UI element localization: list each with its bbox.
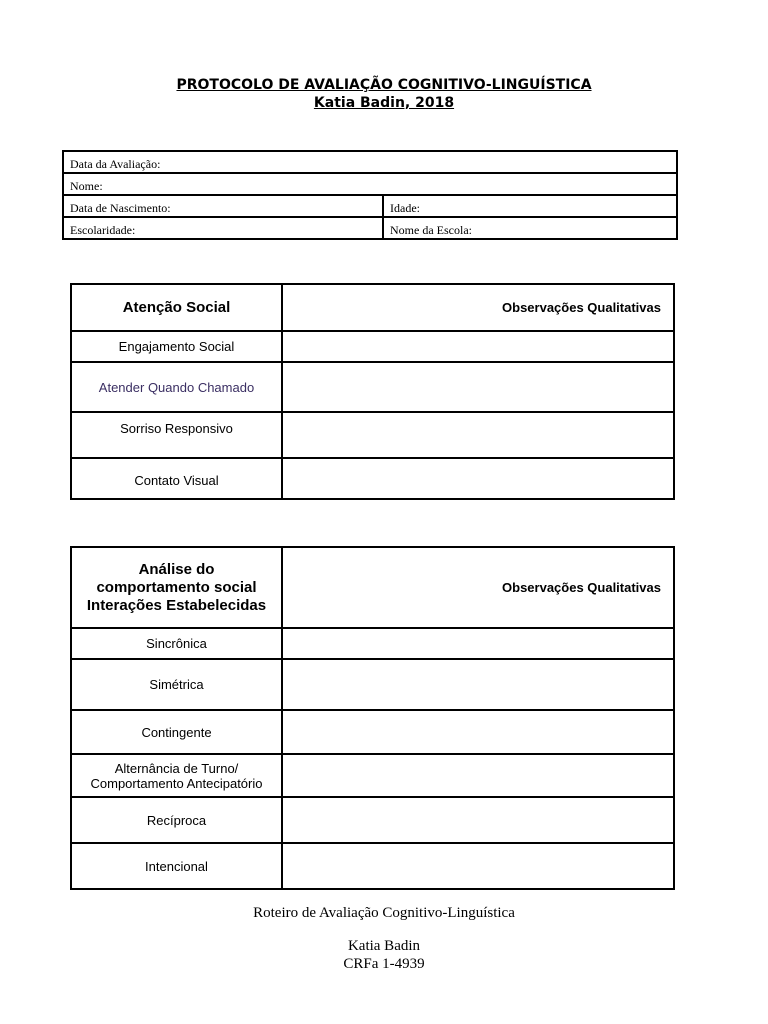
field-data-nascimento[interactable]: Data de Nascimento:: [63, 195, 383, 217]
row-label-atender-chamado: Atender Quando Chamado: [71, 362, 282, 412]
field-escolaridade[interactable]: Escolaridade:: [63, 217, 383, 239]
atencao-social-header: Atenção Social: [71, 284, 282, 331]
row-label-sorriso: Sorriso Responsivo: [71, 412, 282, 458]
analise-header-line: comportamento social: [96, 578, 257, 596]
row-label-reciproca: Recíproca: [71, 797, 282, 843]
analise-header: [71, 547, 282, 628]
document-subtitle: Katia Badin, 2018: [313, 95, 455, 111]
row-label-line: Comportamento Antecipatório: [90, 775, 263, 791]
field-nome[interactable]: Nome:: [63, 173, 677, 195]
observacoes-header: Observações Qualitativas: [282, 547, 674, 628]
observation-cell[interactable]: [282, 331, 674, 362]
row-label-contingente: Contingente: [71, 710, 282, 754]
footer-document-name: Roteiro de Avaliação Cognitivo-Linguística: [253, 905, 515, 921]
atencao-social-table: [70, 283, 675, 500]
observation-cell[interactable]: [282, 843, 674, 889]
observation-cell[interactable]: [282, 412, 674, 458]
observation-cell[interactable]: [282, 659, 674, 710]
field-data-avaliacao[interactable]: Data da Avaliação:: [63, 151, 677, 173]
row-label-line: Alternância de Turno/: [114, 760, 239, 776]
footer-registry: CRFa 1-4939: [343, 956, 425, 972]
observation-cell[interactable]: [282, 458, 674, 499]
identification-form: [62, 150, 678, 240]
analise-comportamento-table: [70, 546, 675, 890]
observacoes-header: Observações Qualitativas: [282, 284, 674, 331]
row-label-simetrica: Simétrica: [71, 659, 282, 710]
observation-cell[interactable]: [282, 710, 674, 754]
row-label-intencional: Intencional: [71, 843, 282, 889]
footer-author-name: Katia Badin: [347, 938, 421, 954]
observation-cell[interactable]: [282, 362, 674, 412]
field-idade[interactable]: Idade:: [383, 195, 677, 217]
row-label-alternancia: [71, 754, 282, 797]
observation-cell[interactable]: [282, 628, 674, 659]
observation-cell[interactable]: [282, 797, 674, 843]
field-nome-escola[interactable]: Nome da Escola:: [383, 217, 677, 239]
observation-cell[interactable]: [282, 754, 674, 797]
row-label-sincronica: Sincrônica: [71, 628, 282, 659]
row-label-engajamento: Engajamento Social: [71, 331, 282, 362]
analise-header-line: Interações Estabelecidas: [86, 596, 267, 614]
row-label-contato-visual: Contato Visual: [71, 458, 282, 499]
document-title: PROTOCOLO DE AVALIAÇÃO COGNITIVO-LINGUÍSTICA: [176, 77, 592, 93]
analise-header-line: Análise do: [138, 560, 215, 578]
